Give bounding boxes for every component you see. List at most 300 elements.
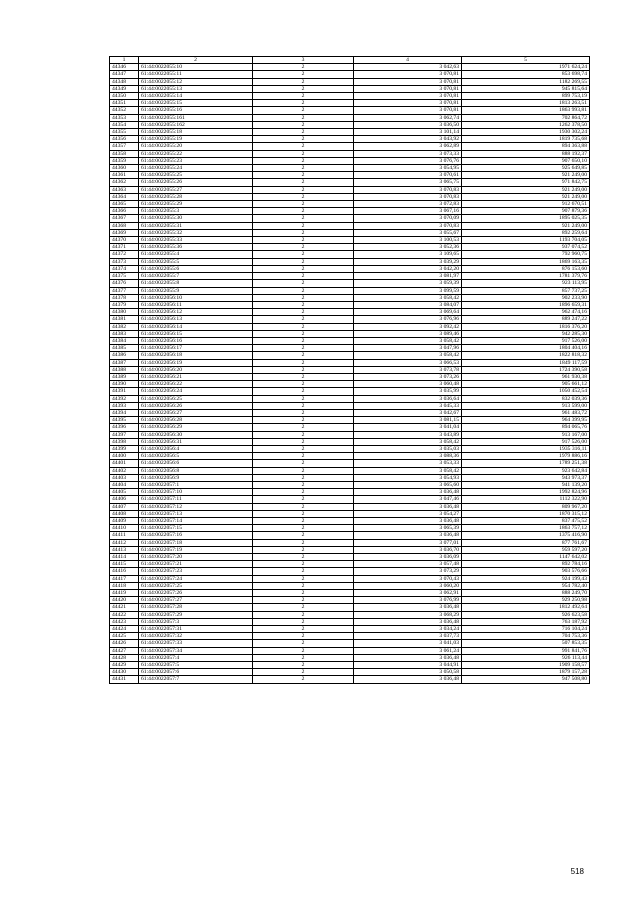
table-cell-col-1: 44395	[110, 417, 139, 424]
table-cell-col-4: 3 067,16	[354, 208, 462, 215]
table-cell-col-1: 44412	[110, 539, 139, 546]
table-cell-col-5: 971 842,75	[462, 179, 590, 186]
table-cell-col-2: 61:44:0022055:31	[139, 222, 253, 229]
table-cell-col-4: 3 036,48	[354, 676, 462, 683]
table-cell-col-2: 61:44:0022056:9	[139, 474, 253, 481]
table-cell-col-5: 1863 993,81	[462, 107, 590, 114]
table-cell-col-5: 907 879,36	[462, 208, 590, 215]
table-cell-col-1: 44416	[110, 568, 139, 575]
table-cell-col-3: 2	[253, 71, 354, 78]
header-cell-5: 5	[462, 57, 590, 64]
table-cell-col-5: 1849 117,59	[462, 359, 590, 366]
table-row	[110, 626, 590, 633]
table-cell-col-1: 44365	[110, 201, 139, 208]
table-cell-col-1: 44358	[110, 150, 139, 157]
table-row	[110, 402, 590, 409]
table-cell-col-4: 3 036,70	[354, 546, 462, 553]
table-row	[110, 172, 590, 179]
table-cell-col-2: 61:44:0022055:32	[139, 229, 253, 236]
table-cell-col-5: 921 249,00	[462, 172, 590, 179]
table-cell-col-3: 2	[253, 366, 354, 373]
table-cell-col-4: 3 065,39	[354, 525, 462, 532]
table-row	[110, 251, 590, 258]
table-cell-col-3: 2	[253, 373, 354, 380]
table-cell-col-3: 2	[253, 330, 354, 337]
table-cell-col-1: 44361	[110, 172, 139, 179]
table-cell-col-5: 1050 452,54	[462, 388, 590, 395]
table-cell-col-3: 2	[253, 424, 354, 431]
table-cell-col-5: 942 285,30	[462, 330, 590, 337]
table-cell-col-1: 44396	[110, 424, 139, 431]
table-row	[110, 244, 590, 251]
table-cell-col-2: 61:44:0022056:11	[139, 301, 253, 308]
table-cell-col-2: 61:44:0022055:9	[139, 287, 253, 294]
table-cell-col-1: 44427	[110, 647, 139, 654]
table-cell-col-4: 3 036,48	[354, 654, 462, 661]
table-cell-col-5: 937 074,52	[462, 244, 590, 251]
table-cell-col-4: 3 062,89	[354, 143, 462, 150]
table-cell-col-5: 716 104,24	[462, 626, 590, 633]
table-cell-col-1: 44405	[110, 489, 139, 496]
table-cell-col-2: 61:44:0022057:10	[139, 489, 253, 496]
table-cell-col-4: 3 084,07	[354, 301, 462, 308]
table-cell-col-2: 61:44:0022056:19	[139, 359, 253, 366]
table-cell-col-1: 44423	[110, 618, 139, 625]
table-row	[110, 71, 590, 78]
table-cell-col-2: 61:44:0022057:27	[139, 597, 253, 604]
table-cell-col-5: 929 250,98	[462, 597, 590, 604]
table-cell-col-2: 61:44:0022057:20	[139, 554, 253, 561]
table-cell-col-1: 44378	[110, 294, 139, 301]
table-cell-col-2: 61:44:0022055:11	[139, 71, 253, 78]
table-cell-col-2: 61:44:0022056:13	[139, 316, 253, 323]
table-cell-col-2: 61:44:0022056:25	[139, 395, 253, 402]
table-row	[110, 633, 590, 640]
table-cell-col-4: 3 088,36	[354, 453, 462, 460]
table-cell-col-5: 894 363,88	[462, 143, 590, 150]
table-cell-col-4: 3 066,53	[354, 359, 462, 366]
table-cell-col-4: 3 073,26	[354, 373, 462, 380]
table-cell-col-1: 44421	[110, 604, 139, 611]
table-cell-col-1: 44355	[110, 129, 139, 136]
table-cell-col-2: 61:44:0022057:6	[139, 669, 253, 676]
table-row	[110, 662, 590, 669]
table-row	[110, 561, 590, 568]
table-cell-col-1: 44352	[110, 107, 139, 114]
table-cell-col-1: 44376	[110, 280, 139, 287]
table-cell-col-5: 1812 492,64	[462, 604, 590, 611]
table-cell-col-3: 2	[253, 93, 354, 100]
table-cell-col-3: 2	[253, 359, 354, 366]
table-cell-col-3: 2	[253, 193, 354, 200]
table-cell-col-1: 44360	[110, 165, 139, 172]
table-cell-col-5: 1193 704,05	[462, 237, 590, 244]
table-cell-col-3: 2	[253, 265, 354, 272]
table-cell-col-5: 903 576,66	[462, 568, 590, 575]
table-cell-col-5: 917 526,00	[462, 337, 590, 344]
table-cell-col-5: 1869 163,35	[462, 258, 590, 265]
table-cell-col-2: 61:44:0022056:27	[139, 409, 253, 416]
table-cell-col-2: 61:44:0022055:30	[139, 215, 253, 222]
table-row	[110, 237, 590, 244]
table-cell-col-5: 1375 416,90	[462, 532, 590, 539]
table-cell-col-2: 61:44:0022056:10	[139, 294, 253, 301]
table-cell-col-3: 2	[253, 85, 354, 92]
table-row	[110, 157, 590, 164]
table-cell-col-4: 3 062,91	[354, 590, 462, 597]
table-cell-col-2: 61:44:0022056:17	[139, 345, 253, 352]
table-cell-col-4: 3 042,20	[354, 265, 462, 272]
table-row	[110, 121, 590, 128]
table-cell-col-1: 44379	[110, 301, 139, 308]
table-cell-col-3: 2	[253, 64, 354, 71]
table-cell-col-2: 61:44:0022055:16	[139, 107, 253, 114]
table-row	[110, 93, 590, 100]
table-row	[110, 150, 590, 157]
table-cell-col-2: 61:44:0022057:24	[139, 575, 253, 582]
table-cell-col-3: 2	[253, 222, 354, 229]
table-cell-col-3: 2	[253, 345, 354, 352]
table-cell-col-4: 3 053,33	[354, 460, 462, 467]
table-cell-col-3: 2	[253, 150, 354, 157]
table-cell-col-3: 2	[253, 179, 354, 186]
table-cell-col-3: 2	[253, 662, 354, 669]
table-row	[110, 330, 590, 337]
table-cell-col-4: 3 070,81	[354, 93, 462, 100]
table-cell-col-1: 44391	[110, 388, 139, 395]
table-cell-col-2: 61:44:0022056:16	[139, 337, 253, 344]
table-row	[110, 107, 590, 114]
table-cell-col-3: 2	[253, 453, 354, 460]
table-cell-col-1: 44420	[110, 597, 139, 604]
table-row	[110, 222, 590, 229]
table-cell-col-5: 961 930,38	[462, 373, 590, 380]
table-row	[110, 316, 590, 323]
table-row	[110, 460, 590, 467]
table-cell-col-4: 3 055,67	[354, 229, 462, 236]
table-cell-col-4: 3 072,83	[354, 201, 462, 208]
table-cell-col-1: 44373	[110, 258, 139, 265]
table-cell-col-4: 3 045,33	[354, 402, 462, 409]
table-cell-col-3: 2	[253, 438, 354, 445]
table-cell-col-3: 2	[253, 258, 354, 265]
table-cell-col-5: 857 737,25	[462, 287, 590, 294]
table-cell-col-5: 1935 316,11	[462, 445, 590, 452]
table-cell-col-5: 923 113,95	[462, 280, 590, 287]
table-cell-col-5: 889 247,22	[462, 316, 590, 323]
table-cell-col-5: 1804 404,16	[462, 345, 590, 352]
table-cell-col-4: 3 058,42	[354, 352, 462, 359]
table-cell-col-2: 61:44:0022056:30	[139, 431, 253, 438]
table-row	[110, 258, 590, 265]
table-cell-col-4: 3 035,03	[354, 445, 462, 452]
table-cell-col-3: 2	[253, 114, 354, 121]
table-cell-col-3: 2	[253, 510, 354, 517]
table-row	[110, 294, 590, 301]
table-row	[110, 352, 590, 359]
table-cell-col-3: 2	[253, 381, 354, 388]
table-cell-col-3: 2	[253, 417, 354, 424]
table-cell-col-5: 947 508,80	[462, 676, 590, 683]
table-cell-col-5: 962 474,16	[462, 309, 590, 316]
table-row	[110, 85, 590, 92]
table-cell-col-3: 2	[253, 532, 354, 539]
table-cell-col-3: 2	[253, 481, 354, 488]
table-row	[110, 445, 590, 452]
table-cell-col-2: 61:44:0022057:18	[139, 539, 253, 546]
table-cell-col-5: 1147 642,02	[462, 554, 590, 561]
table-cell-col-2: 61:44:0022056:8	[139, 467, 253, 474]
table-cell-col-4: 3 054,27	[354, 510, 462, 517]
table-cell-col-2: 61:44:0022057:33	[139, 640, 253, 647]
table-cell-col-4: 3 070,81	[354, 107, 462, 114]
header-cell-1: 1	[110, 57, 139, 64]
table-cell-col-5: 913 167,00	[462, 431, 590, 438]
table-header	[110, 57, 590, 64]
table-cell-col-1: 44366	[110, 208, 139, 215]
table-cell-col-3: 2	[253, 539, 354, 546]
table-cell-col-4: 3 044,91	[354, 662, 462, 669]
table-cell-col-5: 1971 624,24	[462, 64, 590, 71]
table-cell-col-3: 2	[253, 287, 354, 294]
table-cell-col-1: 44431	[110, 676, 139, 683]
table-cell-col-5: 1724 390,58	[462, 366, 590, 373]
table-cell-col-5: 905 661,12	[462, 381, 590, 388]
table-cell-col-1: 44406	[110, 496, 139, 503]
table-cell-col-4: 3 100,53	[354, 237, 462, 244]
table-row	[110, 417, 590, 424]
table-row	[110, 669, 590, 676]
table-cell-col-1: 44422	[110, 611, 139, 618]
table-cell-col-5: 1819 735,68	[462, 136, 590, 143]
table-row	[110, 381, 590, 388]
table-row	[110, 539, 590, 546]
table-cell-col-3: 2	[253, 100, 354, 107]
table-cell-col-2: 61:44:0022057:32	[139, 633, 253, 640]
table-cell-col-1: 44426	[110, 640, 139, 647]
table-cell-col-3: 2	[253, 647, 354, 654]
table-row	[110, 265, 590, 272]
table-row	[110, 647, 590, 654]
table-cell-col-3: 2	[253, 157, 354, 164]
table-row	[110, 78, 590, 85]
table-cell-col-5: 921 249,00	[462, 186, 590, 193]
table-cell-col-3: 2	[253, 323, 354, 330]
table-row	[110, 431, 590, 438]
table-row	[110, 301, 590, 308]
table-cell-col-2: 61:44:0022055:5	[139, 258, 253, 265]
table-row	[110, 129, 590, 136]
table-cell-col-3: 2	[253, 633, 354, 640]
table-cell-col-2: 61:44:0022055:23	[139, 157, 253, 164]
table-row	[110, 193, 590, 200]
table-cell-col-4: 3 076,96	[354, 316, 462, 323]
table-row	[110, 323, 590, 330]
table-cell-col-4: 3 036,48	[354, 518, 462, 525]
parcel-table	[109, 56, 590, 684]
table-cell-col-4: 3 050,58	[354, 669, 462, 676]
table-cell-col-3: 2	[253, 654, 354, 661]
table-cell-col-4: 3 034,24	[354, 626, 462, 633]
table-cell-col-5: 877 761,67	[462, 539, 590, 546]
header-row	[110, 57, 590, 64]
table-cell-col-3: 2	[253, 409, 354, 416]
table-cell-col-1: 44385	[110, 345, 139, 352]
table-row	[110, 215, 590, 222]
table-cell-col-4: 3 109,65	[354, 251, 462, 258]
table-row	[110, 604, 590, 611]
table-row	[110, 575, 590, 582]
table-row	[110, 179, 590, 186]
table-cell-col-5: 837 475,52	[462, 518, 590, 525]
table-cell-col-3: 2	[253, 640, 354, 647]
table-cell-col-5: 892 784,16	[462, 561, 590, 568]
table-row	[110, 582, 590, 589]
table-cell-col-4: 3 070,81	[354, 78, 462, 85]
table-cell-col-3: 2	[253, 78, 354, 85]
table-cell-col-5: 925 649,85	[462, 165, 590, 172]
table-cell-col-2: 61:44:0022057:29	[139, 611, 253, 618]
table-cell-col-3: 2	[253, 474, 354, 481]
table-cell-col-5: 507 853,35	[462, 640, 590, 647]
table-cell-col-5: 888 192,37	[462, 150, 590, 157]
table-row	[110, 525, 590, 532]
table-cell-col-4: 3 060,20	[354, 582, 462, 589]
table-cell-col-2: 61:44:0022055:12	[139, 78, 253, 85]
table-cell-col-4: 3 060,48	[354, 381, 462, 388]
table-cell-col-4: 3 052,36	[354, 244, 462, 251]
table-cell-col-5: 945 815,64	[462, 85, 590, 92]
table-cell-col-2: 61:44:0022055:14	[139, 93, 253, 100]
table-cell-col-3: 2	[253, 143, 354, 150]
table-cell-col-3: 2	[253, 525, 354, 532]
table-body	[110, 64, 590, 683]
table-cell-col-1: 44418	[110, 582, 139, 589]
table-cell-col-1: 44393	[110, 402, 139, 409]
table-cell-col-4: 3 070,43	[354, 575, 462, 582]
table-cell-col-2: 61:44:0022056:6	[139, 460, 253, 467]
table-cell-col-4: 3 069,64	[354, 309, 462, 316]
table-cell-col-3: 2	[253, 229, 354, 236]
table-cell-col-1: 44408	[110, 510, 139, 517]
table-cell-col-4: 3 036,09	[354, 554, 462, 561]
table-cell-col-1: 44410	[110, 525, 139, 532]
table-cell-col-4: 3 058,42	[354, 337, 462, 344]
header-cell-4: 4	[354, 57, 462, 64]
table-cell-col-5: 943 973,37	[462, 474, 590, 481]
table-cell-col-2: 61:44:0022055:22	[139, 150, 253, 157]
table-cell-col-3: 2	[253, 546, 354, 553]
table-cell-col-4: 3 059,39	[354, 280, 462, 287]
table-cell-col-5: 907 650,10	[462, 157, 590, 164]
table-row	[110, 618, 590, 625]
table-cell-col-4: 3 081,97	[354, 273, 462, 280]
table-cell-col-1: 44404	[110, 481, 139, 488]
table-cell-col-4: 3 036,48	[354, 503, 462, 510]
table-cell-col-4: 3 068,29	[354, 611, 462, 618]
table-cell-col-4: 3 101,14	[354, 129, 462, 136]
table-cell-col-2: 61:44:0022057:13	[139, 510, 253, 517]
table-cell-col-3: 2	[253, 309, 354, 316]
table-cell-col-1: 44424	[110, 626, 139, 633]
table-cell-col-5: 926 113,44	[462, 654, 590, 661]
table-cell-col-1: 44390	[110, 381, 139, 388]
table-cell-col-4: 3 061,24	[354, 647, 462, 654]
table-cell-col-3: 2	[253, 201, 354, 208]
table-cell-col-2: 61:44:0022056:4	[139, 445, 253, 452]
page-number: 518	[570, 867, 584, 876]
table-cell-col-3: 2	[253, 121, 354, 128]
table-cell-col-5: 1112 322,90	[462, 496, 590, 503]
table-cell-col-4: 3 076,99	[354, 597, 462, 604]
table-cell-col-5: 1813 263,51	[462, 100, 590, 107]
table-cell-col-1: 44347	[110, 71, 139, 78]
table-cell-col-1: 44397	[110, 431, 139, 438]
table-cell-col-1: 44401	[110, 460, 139, 467]
table-cell-col-1: 44414	[110, 554, 139, 561]
table-cell-col-3: 2	[253, 467, 354, 474]
table-cell-col-1: 44349	[110, 85, 139, 92]
table-cell-col-3: 2	[253, 337, 354, 344]
table-cell-col-4: 3 039,29	[354, 258, 462, 265]
table-cell-col-5: 1895 025,35	[462, 215, 590, 222]
table-cell-col-1: 44400	[110, 453, 139, 460]
table-cell-col-1: 44430	[110, 669, 139, 676]
table-cell-col-3: 2	[253, 604, 354, 611]
table-cell-col-4: 3 058,42	[354, 467, 462, 474]
table-cell-col-4: 3 043,89	[354, 431, 462, 438]
table-cell-col-4: 3 042,67	[354, 409, 462, 416]
table-cell-col-2: 61:44:0022055:6	[139, 265, 253, 272]
table-cell-col-4: 3 036,48	[354, 489, 462, 496]
table-cell-col-3: 2	[253, 251, 354, 258]
table-cell-col-3: 2	[253, 503, 354, 510]
table-cell-col-4: 3 070,81	[354, 71, 462, 78]
table-cell-col-4: 3 081,15	[354, 417, 462, 424]
table-row	[110, 409, 590, 416]
table-cell-col-2: 61:44:0022056:28	[139, 417, 253, 424]
table-cell-col-1: 44380	[110, 309, 139, 316]
table-row	[110, 496, 590, 503]
table-cell-col-1: 44388	[110, 366, 139, 373]
table-cell-col-3: 2	[253, 431, 354, 438]
table-cell-col-3: 2	[253, 273, 354, 280]
table-cell-col-2: 61:44:0022055:25	[139, 172, 253, 179]
table-cell-col-2: 61:44:0022056:21	[139, 373, 253, 380]
table-cell-col-4: 3 036,50	[354, 121, 462, 128]
table-cell-col-2: 61:44:0022055:29	[139, 201, 253, 208]
header-cell-2: 2	[139, 57, 253, 64]
table-cell-col-1: 44384	[110, 337, 139, 344]
table-cell-col-4: 3 070,09	[354, 215, 462, 222]
table-cell-col-1: 44411	[110, 532, 139, 539]
table-cell-col-2: 61:44:0022057:5	[139, 662, 253, 669]
table-cell-col-3: 2	[253, 554, 354, 561]
table-cell-col-2: 61:44:0022055:26	[139, 179, 253, 186]
table-cell-col-3: 2	[253, 244, 354, 251]
table-cell-col-2: 61:44:0022057:1	[139, 481, 253, 488]
table-cell-col-2: 61:44:0022057:34	[139, 647, 253, 654]
table-cell-col-3: 2	[253, 518, 354, 525]
table-cell-col-2: 61:44:0022057:16	[139, 532, 253, 539]
table-cell-col-2: 61:44:0022056:12	[139, 309, 253, 316]
table-cell-col-5: 941 139,20	[462, 481, 590, 488]
table-row	[110, 373, 590, 380]
table-cell-col-4: 3 037,73	[354, 633, 462, 640]
table-cell-col-1: 44374	[110, 265, 139, 272]
table-cell-col-2: 61:44:0022055:20	[139, 143, 253, 150]
table-cell-col-3: 2	[253, 496, 354, 503]
